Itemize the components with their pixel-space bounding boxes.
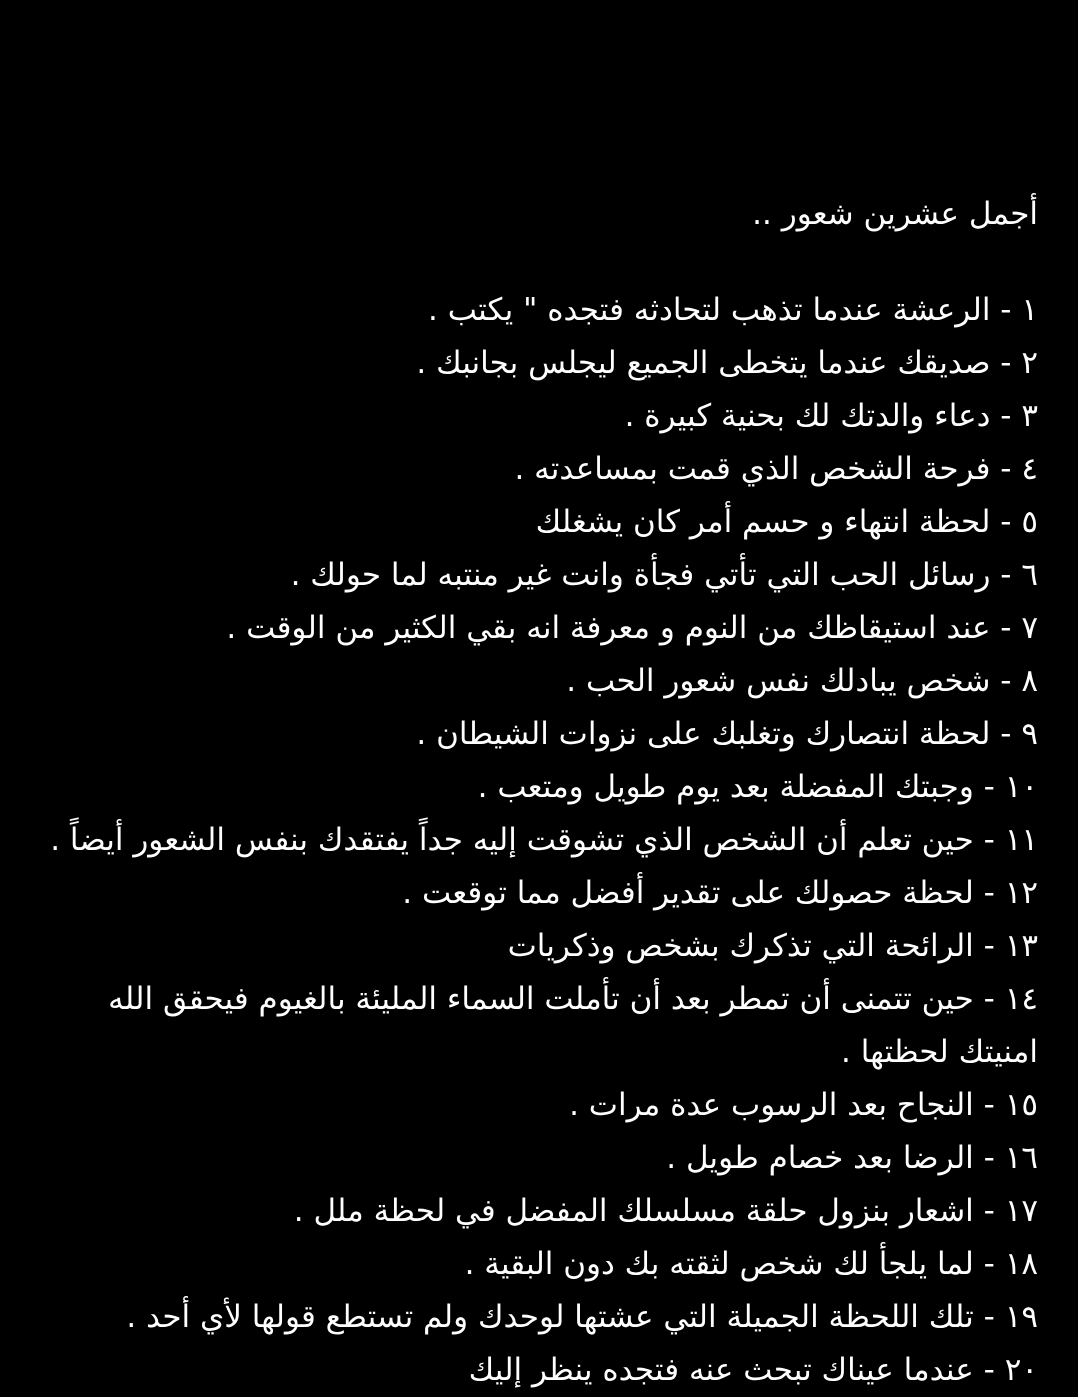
list-item: ٦ - رسائل الحب التي تأتي فجأة وانت غير منتبه لما حولك . [290,557,1038,593]
list-item: ٢٠ - عندما عيناك تبحث عنه فتجده ينظر إليك [468,1352,1038,1388]
list-item: ١٣ - الرائحة التي تذكرك بشخص وذكريات [507,928,1038,964]
list-item: ٩ - لحظة انتصارك وتغلبك على نزوات الشيطان . [416,716,1038,752]
list-item: ١٥ - النجاح بعد الرسوب عدة مرات . [569,1087,1038,1123]
list-item: ١٩ - تلك اللحظة الجميلة التي عشتها لوحدك ولم تستطع قولها لأي أحد . [126,1299,1038,1335]
feelings-list [40,284,1038,1397]
list-item: ١٠ - وجبتك المفضلة بعد يوم طويل ومتعب . [477,769,1038,805]
list-item: ٤ - فرحة الشخص الذي قمت بمساعدته . [514,451,1038,487]
list-item: ١٧ - اشعار بنزول حلقة مسلسلك المفضل في لحظة ملل . [293,1193,1038,1229]
list-item: ٢ - صديقك عندما يتخطى الجميع ليجلس بجانبك . [416,345,1038,381]
list-item: ٨ - شخص يبادلك نفس شعور الحب . [566,663,1038,699]
list-item: ١٦ - الرضا بعد خصام طويل . [666,1140,1038,1176]
list-item: ٣ - دعاء والدتك لك بحنية كبيرة . [624,398,1038,434]
note-text [40,188,1038,1397]
note-title: أجمل عشرين شعور .. [752,196,1038,232]
list-item: ١٨ - لما يلجأ لك شخص لثقته بك دون البقية . [464,1246,1038,1282]
list-item: ٧ - عند استيقاظك من النوم و معرفة انه بقي الكثير من الوقت . [226,610,1038,646]
list-item: ١٤ - حين تتمنى أن تمطر بعد أن تأملت السماء المليئة بالغيوم فيحقق الله امنيتك لحظتها . [108,981,1038,1070]
list-item: ١٢ - لحظة حصولك على تقدير أفضل مما توقعت . [402,875,1038,911]
list-item: ١ - الرعشة عندما تذهب لتحادثه فتجده " يكتب . [428,292,1038,328]
list-item: ١١ - حين تعلم أن الشخص الذي تشوقت إليه جداً يفتقدك بنفس الشعور أيضاً . [50,822,1038,858]
list-item: ٥ - لحظة انتهاء و حسم أمر كان يشغلك [535,504,1038,540]
